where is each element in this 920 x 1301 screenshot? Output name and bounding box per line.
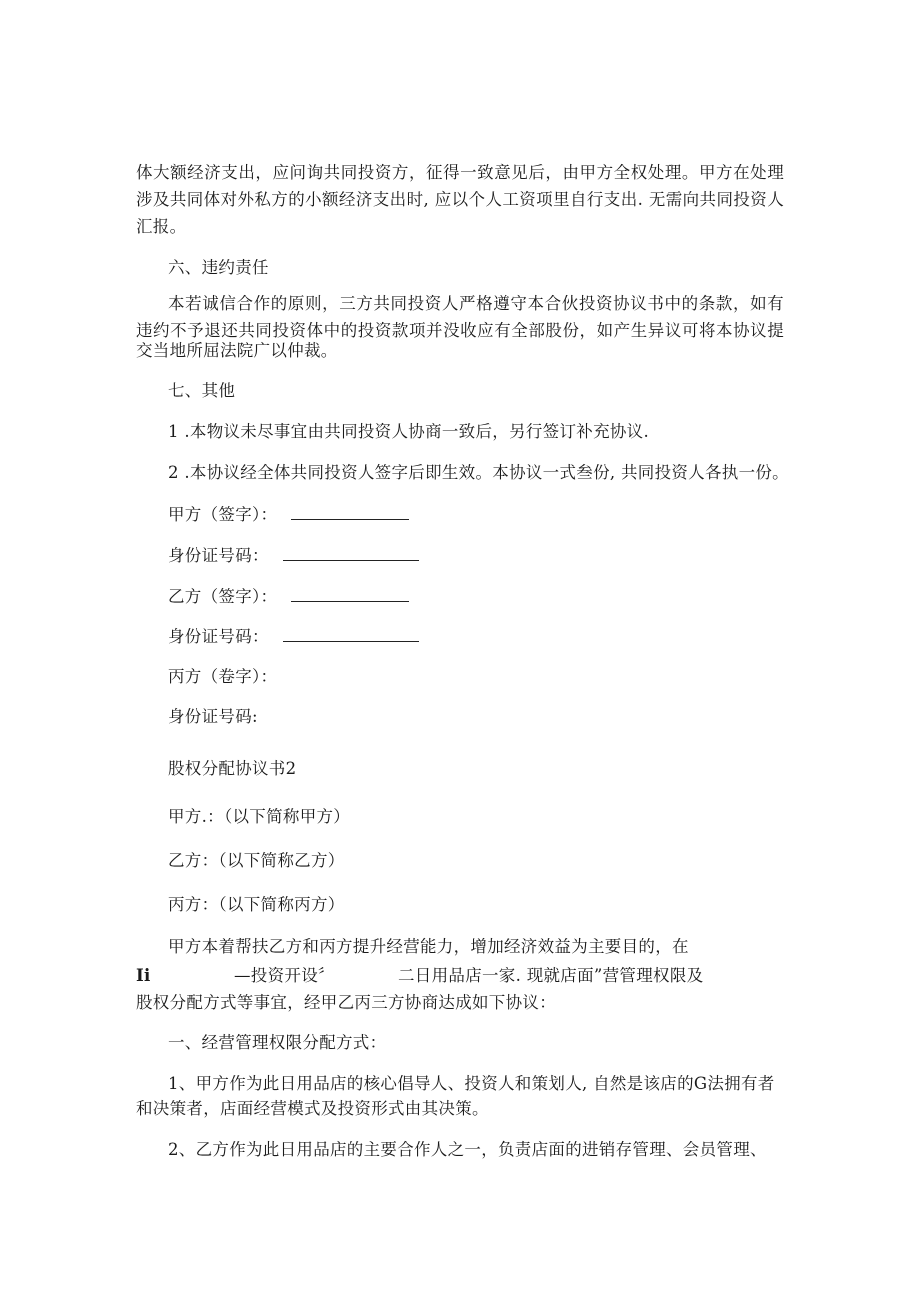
signature-party-b (168, 585, 409, 608)
paragraph-line: 汇报。 (136, 217, 187, 236)
signature-line (283, 625, 419, 642)
signature-line (291, 585, 409, 602)
section-heading-6: 六、违约责任 (168, 258, 269, 277)
intro-fragment: 二日用品店一家. 现就店面”营管理权限及 (398, 966, 704, 985)
paragraph-line: 本若诚信合作的原则，三方共同投资人严格遵守本合伙投资协议书中的条款，如有 (168, 294, 784, 313)
id-number-party-c: 身份证号码: (168, 707, 258, 726)
party-b-line: 乙方：（以下简称乙方） (168, 851, 345, 870)
list-item: 和决策者，店面经营模式及投资形式由其决策。 (136, 1099, 489, 1118)
signature-label: 乙方（签字）： (168, 587, 278, 606)
list-item: 2、乙方作为此日用品店的主要合作人之一，负责店面的进销存管理、会员管理、 (168, 1140, 767, 1159)
signature-label: 甲方（签字）： (168, 505, 278, 524)
paragraph-line: 体大额经济支出，应问询共同投资方，征得一致意见后，由甲方全权处理。甲方在处理 (136, 163, 784, 182)
paragraph-line: 交当地所屈法院广以仲裁。 (136, 341, 338, 360)
id-number-party-a (168, 544, 419, 567)
party-c-line: 丙方：（以下简称丙方） (168, 895, 345, 914)
signature-party-c: 丙方（卷字）： (168, 667, 278, 686)
list-item: 1 .本物议未尽事宜由共同投资人协商一致后，另行签订补充协议. (168, 422, 650, 441)
section-heading-1: 一、经营管理权限分配方式： (168, 1033, 387, 1052)
signature-label: 身份证号码： (168, 627, 269, 646)
document-title: 股权分配协议书2 (168, 759, 297, 778)
signature-line (283, 544, 419, 561)
section-heading-7: 七、其他 (168, 381, 236, 400)
signature-label: 身份证号码： (168, 546, 269, 565)
party-a-line: 甲方.：（以下简称甲方） (168, 807, 351, 826)
id-number-party-b (168, 625, 419, 648)
signature-party-a (168, 503, 409, 526)
intro-fragment: Ii (136, 966, 151, 985)
intro-line: 甲方本着帮扶乙方和丙方提升经营能力，增加经济效益为主要目的，在 (168, 937, 689, 956)
intro-fragment: —投资开设〞 (234, 966, 335, 985)
paragraph-line: 违约不予退还共同投资体中的投资款项并没收应有全部股份，如产生异议可将本协议提 (136, 321, 784, 340)
intro-line: 股权分配方式等事宜，经甲乙丙三方协商达成如下协议： (136, 993, 556, 1012)
signature-line (291, 503, 409, 520)
paragraph-line: 涉及共同体对外私方的小额经济支出时, 应以个人工资项里自行支出. 无需向共同投资人 (136, 190, 784, 209)
list-item: 2 .本协议经全体共同投资人签字后即生效。本协议一式叁份, 共同投资人各执一份。 (168, 463, 789, 482)
list-item: 1、甲方作为此日用品店的核心倡导人、投资人和策划人, 自然是该店的G法拥有者 (168, 1074, 775, 1093)
